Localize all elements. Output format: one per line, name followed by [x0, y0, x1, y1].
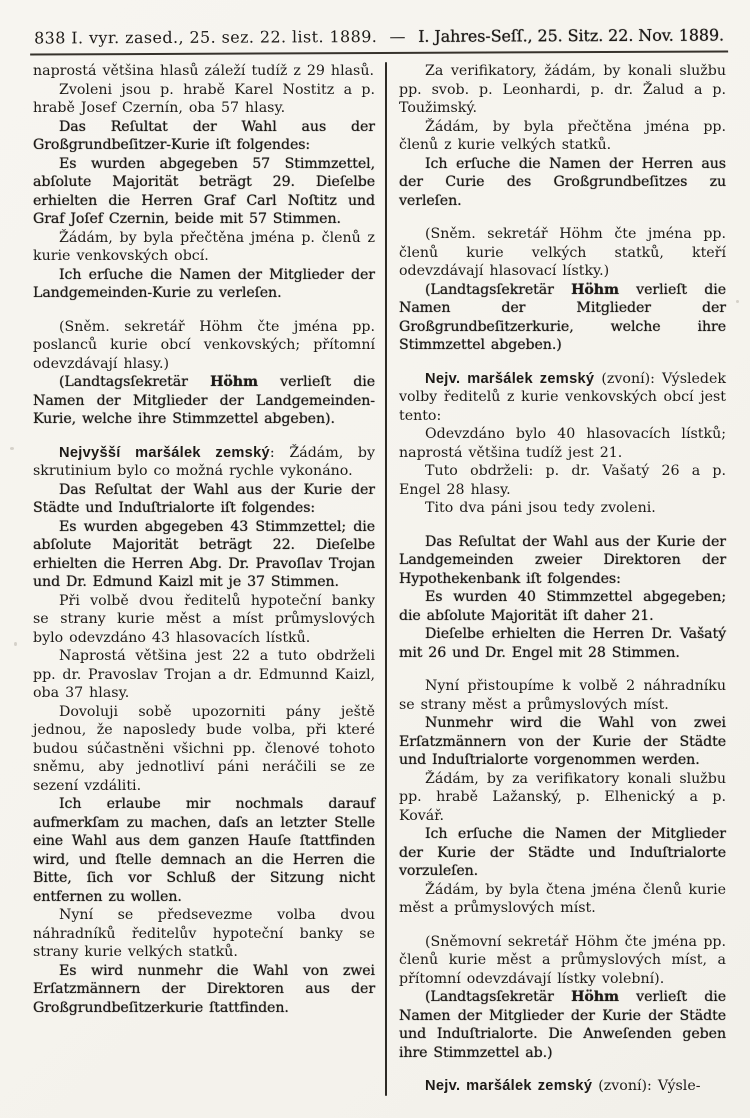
text-run: Zvoleni jsou p. hrabě Karel Nostitz a p. hrabě Josef Czernín, oba 57 hlasy.: [33, 81, 375, 116]
paragraph: [33, 229, 375, 266]
text-run: Ich erſuche die Namen der Mitglieder der Kurie der Städte und Induſtrialorte vorzuleſen.: [399, 826, 726, 879]
text-run: Dieſelbe erhielten die Herren Dr. Vašatý mit 26 und Dr. Engel mit 28 Stimmen.: [399, 626, 726, 661]
text-run: Höhm: [571, 989, 619, 1005]
text-run: Höhm: [571, 281, 619, 298]
paragraph: [399, 425, 726, 462]
speaker-name: Nejv. maršálek zemský: [425, 1078, 593, 1094]
speech-paragraph: [399, 1077, 726, 1096]
text-run: Tito dva páni jsou tedy zvoleni.: [425, 500, 656, 516]
text-run: Höhm: [210, 374, 258, 390]
paragraph: [33, 518, 375, 592]
text-run: Za verifikatory, žádám, by konali službu pp. svob. p. Leonhardi, p. dr. Žalud a p. Toužimský.: [399, 63, 726, 116]
paragraph: [33, 318, 375, 374]
text-run: Es wird nunmehr die Wahl von zwei Erſatzmännern der Direktoren aus der Großgrundbeſitzerkurie ſtattfinden.: [33, 962, 375, 1016]
text-run: verlieſt die Namen der Mitglieder der Großgrundbeſitzerkurie, welche ihre Stimmzettel abgeben.): [399, 281, 726, 353]
paragraph: [33, 118, 375, 155]
text-run: Das Reſultat der Wahl aus der Großgrundbeſitzer-Kurie iſt folgendes:: [33, 118, 375, 153]
paragraph: [33, 703, 375, 796]
paragraph: [33, 155, 375, 229]
text-run: Es wurden abgegeben 57 Stimmzettel, abſolute Majorität beträgt 29. Dieſelbe erhielten die Herren Graf Carl Noſtitz und Graf Joſef Czernin, beide mit 57 Stimmen.: [33, 155, 375, 227]
paragraph: [399, 625, 726, 662]
paragraph: [399, 825, 726, 881]
text-run: Žádám, by za verifikatory konali službu pp. hrabě Lažanský, p. Elhenický a p. Kovář.: [399, 770, 726, 824]
text-run: naprostá většina hlasů záleží tudíž z 29 hlasů.: [33, 63, 374, 79]
text-run: Ich erſuche die Namen der Mitglieder der Landgemeinden-Kurie zu verleſen.: [33, 266, 375, 301]
text-run: (Sněmovní sekretář Höhm čte jména pp. členů kurie měst a průmyslových míst, a přítomní odevzdávají lístky volební).: [399, 933, 726, 987]
paragraph: [399, 588, 726, 625]
paragraph: [399, 462, 726, 499]
scan-speck: [10, 447, 14, 450]
paragraph: [399, 881, 726, 918]
text-run: Při volbě dvou ředitelů hypoteční banky se strany kurie měst a míst průmyslových bylo odevzdáno 43 hlasovacích lístků.: [33, 592, 375, 646]
text-column-right: [387, 62, 726, 1096]
text-run: (Landtagsſekretär: [425, 989, 572, 1005]
paragraph: [399, 770, 726, 826]
paragraph: [33, 906, 375, 962]
text-run: verlieſt die Namen der Mitglieder der Kurie der Städte und Induſtrialorte. Die Anweſenden geben ihre Stimmzettel ab.): [399, 989, 726, 1061]
paragraph: [399, 988, 726, 1062]
two-column-text-block: [33, 62, 726, 1096]
paragraph: [33, 647, 375, 703]
text-run: Nyní se předsevezme volba dvou náhradníků ředitelův hypoteční banky se strany kurie velkých statků.: [33, 907, 375, 960]
text-column-left: [33, 62, 385, 1096]
paragraph: [33, 62, 375, 81]
paragraph: [399, 118, 726, 155]
speech-paragraph: [33, 444, 375, 481]
text-run: (Sněm. sekretář Höhm čte jména pp. členů kurie velkých statků, kteří odevzdávají hlasovací lístky.): [399, 226, 726, 279]
running-header-german: I. Jahres-Seſſ., 25. Sitz. 22. Nov. 1889.: [418, 25, 725, 46]
text-run: (Landtagsſekretär: [425, 281, 572, 298]
text-run: Naprostá většina jest 22 a tuto obdrželi pp. dr. Pravoslav Trojan a dr. Edmunnd Kaizl, oba 37 hlasy.: [33, 648, 375, 701]
text-run: Nunmehr wird die Wahl von zwei Erſatzmännern von der Kurie der Städte und Induſtrialorte vorgenommen werden.: [399, 715, 726, 768]
scan-speck: [14, 642, 17, 646]
text-run: (Landtagsſekretär: [59, 374, 211, 390]
text-run: Tuto obdrželi: p. dr. Vašatý 26 a p. Engel 28 hlasy.: [399, 463, 726, 498]
scan-speck: [736, 300, 739, 303]
paragraph: [33, 81, 375, 118]
paragraph: [399, 155, 726, 211]
paragraph: [33, 266, 375, 303]
paragraph: [399, 677, 726, 714]
running-header-dash: —: [389, 26, 406, 46]
paragraph: [33, 795, 375, 906]
paragraph: [399, 933, 726, 989]
paragraph: [33, 592, 375, 648]
text-run: Nyní přistoupíme k volbě 2 náhradníku se strany měst a průmyslových míst.: [399, 678, 726, 713]
text-run: Es wurden 40 Stimmzettel abgegeben; die abſolute Majorität iſt daher 21.: [399, 589, 726, 624]
text-run: (Sněm. sekretář Höhm čte jména pp. poslanců kurie obcí venkovských; přítomní odevzdávají hlasy.): [33, 318, 375, 372]
running-header-czech: 838 I. vyr. zased., 25. sez. 22. list. 1889.: [34, 27, 378, 48]
text-run: Odevzdáno bylo 40 hlasovacích lístků; naprostá většina tudíž jest 21.: [399, 426, 726, 461]
speaker-name: Nejvyšší maršálek zemský: [59, 444, 270, 461]
text-run: Dovoluji sobě upozorniti pány ještě jednou, že naposledy bude volba, při které budou súčastněni všichni pp. členové tohoto sněmu, aby jednotliví páni neráčili se ze sezení vzdáliti.: [33, 703, 375, 794]
paragraph: [33, 481, 375, 518]
paragraph: [33, 962, 375, 1018]
text-run: Ich erſuche die Namen der Herren aus der Curie des Großgrundbeſitzes zu verleſen.: [399, 155, 726, 209]
text-run: Žádám, by byla čtena jména členů kurie měst a průmyslových míst.: [399, 881, 726, 916]
paragraph: [399, 62, 726, 118]
text-run: Das Reſultat der Wahl aus der Kurie der Städte und Induſtrialorte iſt folgendes:: [33, 481, 375, 516]
text-run: Es wurden abgegeben 43 Stimmzettel; die abſolute Majorität beträgt 22. Dieſelbe erhielten die Herren Abg. Dr. Pravoſlav Trojan und Dr. Edmund Kaizl mit je 37 Stimmen.: [33, 518, 375, 590]
speaker-name: Nejv. maršálek zemský: [425, 370, 595, 387]
text-run: Žádám, by byla přečtěna jména pp. členů z kurie velkých statků.: [399, 118, 726, 153]
text-run: (zvoní): Výsle-: [592, 1078, 701, 1094]
text-run: Žádám, by byla přečtěna jména p. členů z kurie venkovských obcí.: [33, 229, 375, 264]
paragraph: [33, 373, 375, 429]
paragraph: [399, 533, 726, 589]
paragraph: [399, 281, 726, 355]
running-header: [30, 0, 728, 56]
text-run: (zvoní): Výsledek volby ředitelů z kurie venkovských obcí jest tento:: [399, 370, 726, 424]
paragraph: [399, 225, 726, 281]
paragraph: [399, 499, 726, 518]
speech-paragraph: [399, 370, 726, 426]
paragraph: [399, 714, 726, 770]
text-run: : Žádám, by skrutinium bylo co možná rychle vykonáno.: [33, 444, 375, 479]
text-run: verlieſt die Namen der Mitglieder der Landgemeinden-Kurie, welche ihre Stimmzettel abgeben).: [33, 374, 375, 427]
text-run: Ich erlaube mir nochmals darauf aufmerkſam zu machen, daſs an letzter Stelle eine Wahl aus dem ganzen Hauſe ſtattfinden wird, und ſtelle demnach an die Herren die Bitte, ſich vor Schluß der Sitzung nicht entfernen zu wollen.: [33, 796, 375, 905]
text-run: Das Reſultat der Wahl aus der Kurie der Landgemeinden zweier Direktoren der Hypothekenbank iſt folgendes:: [399, 533, 726, 587]
